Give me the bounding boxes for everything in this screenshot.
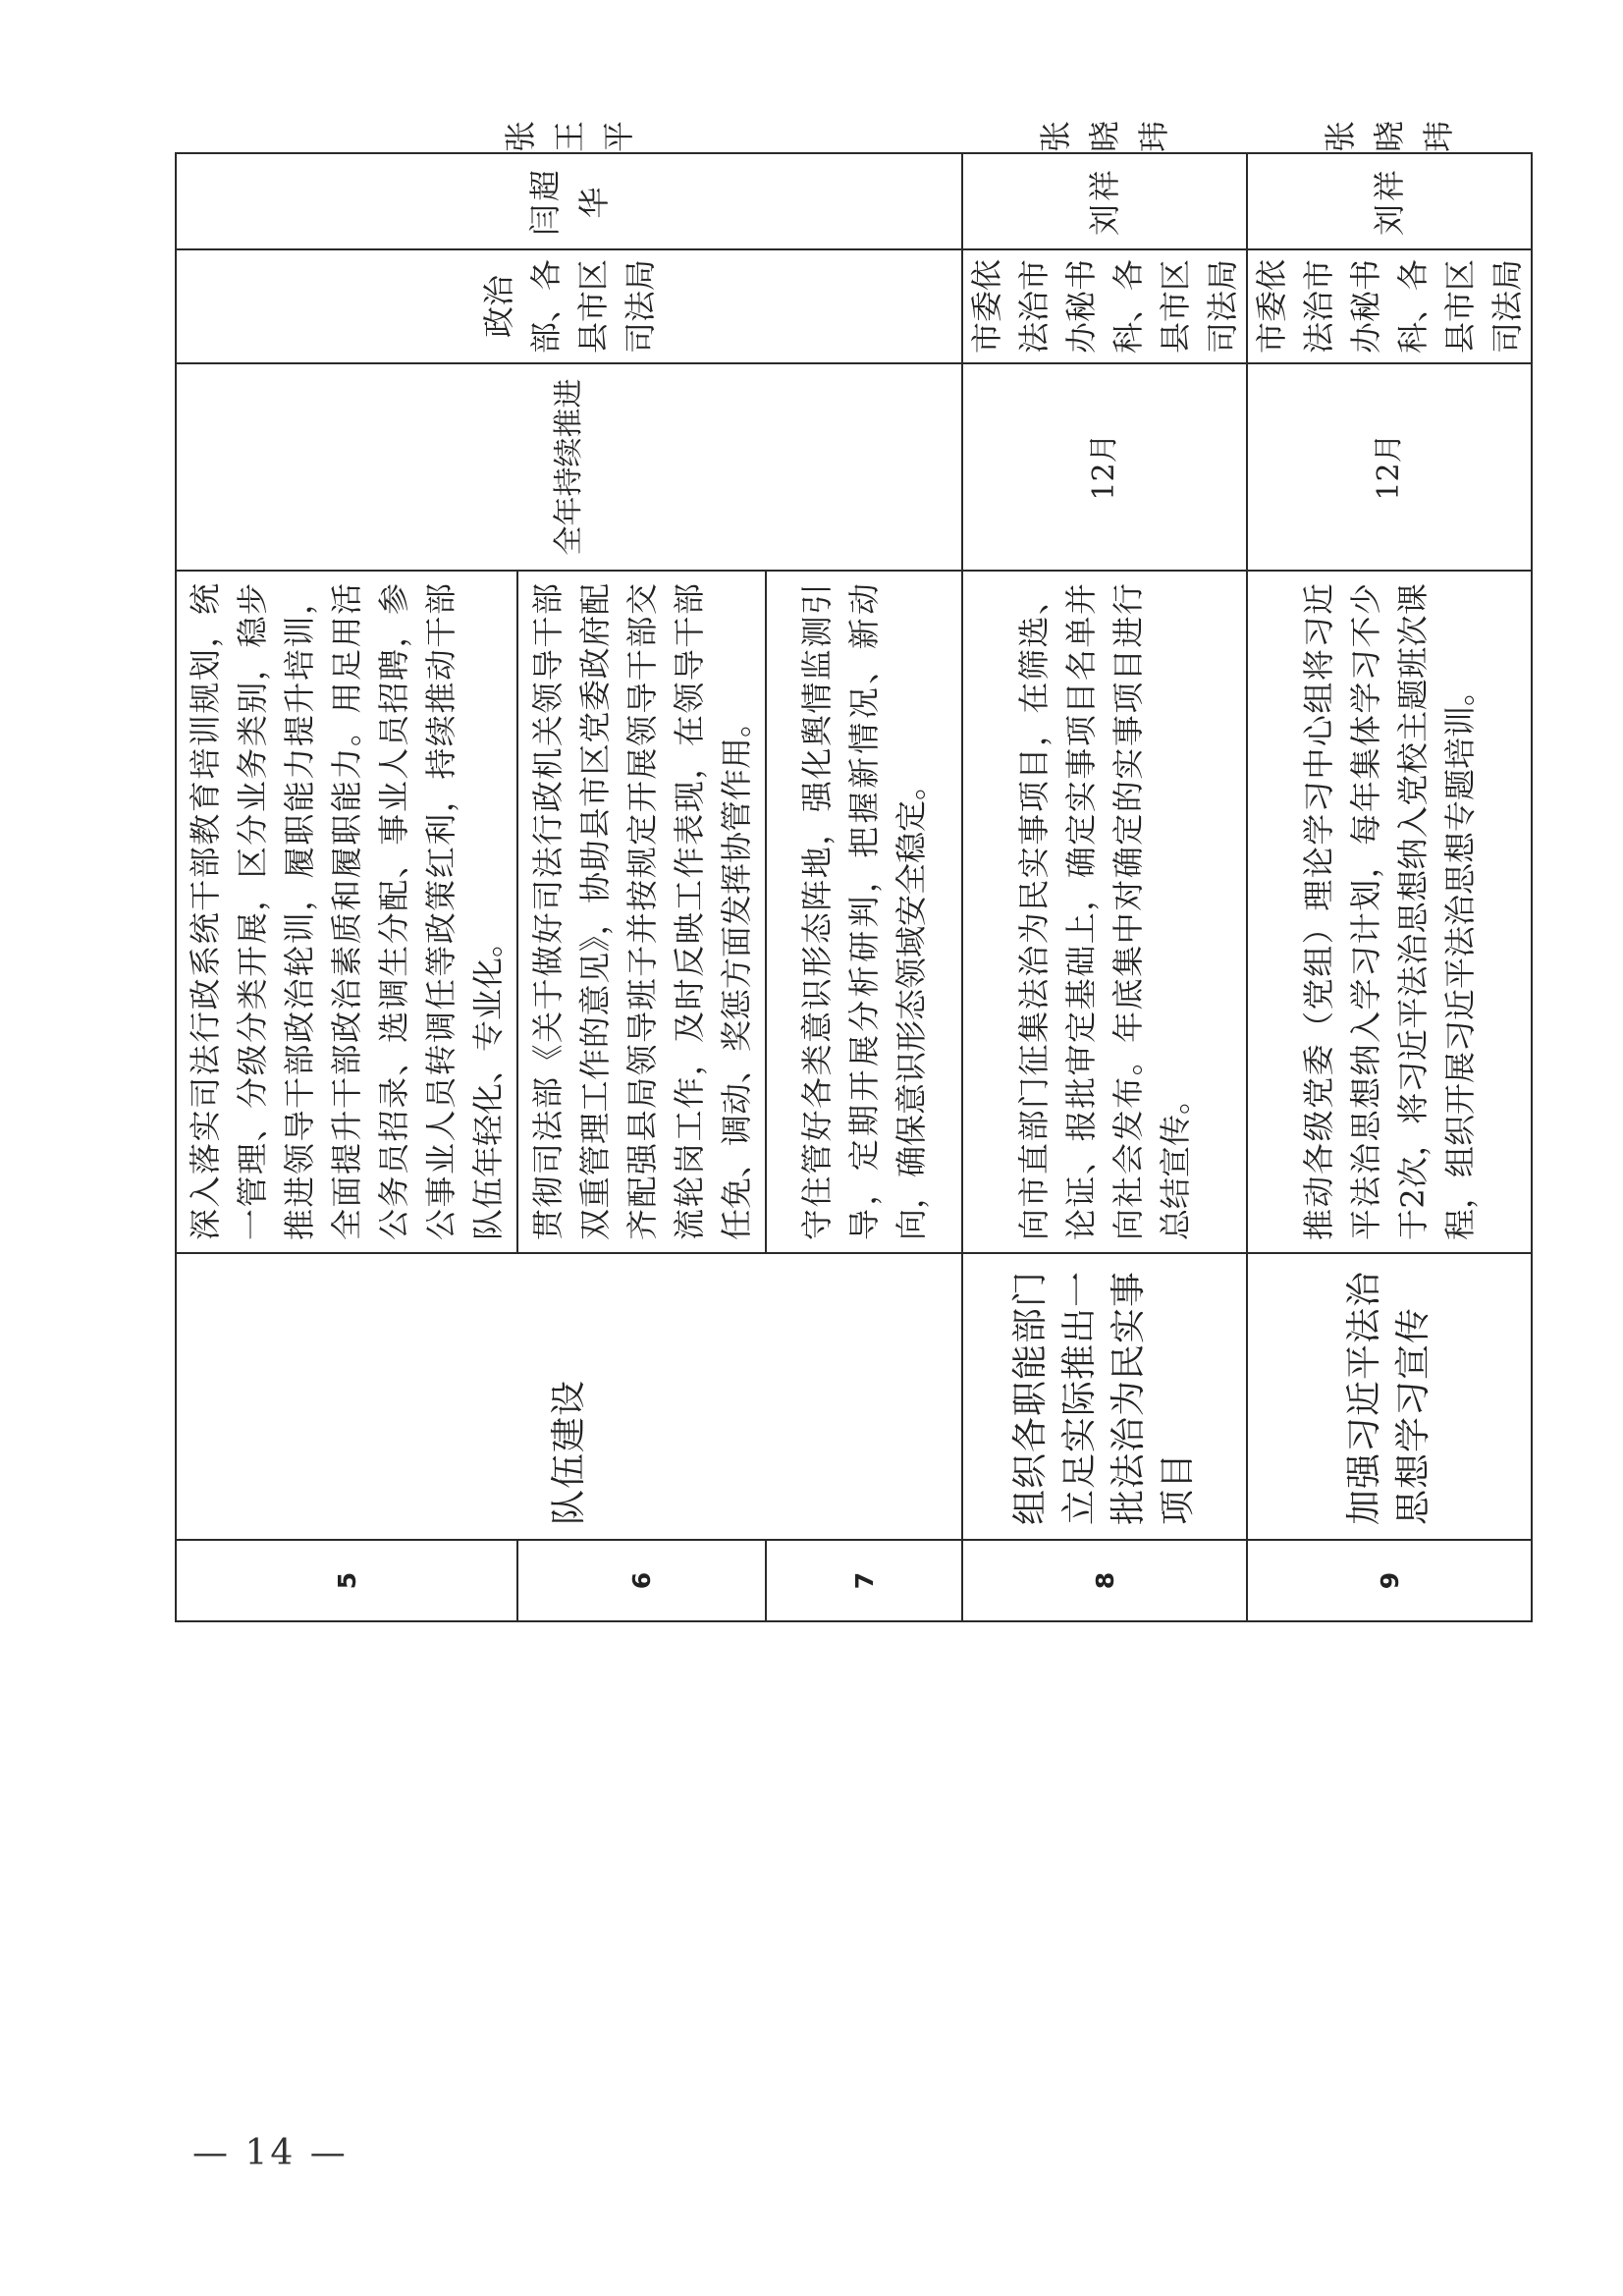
row-number: 9: [1247, 1540, 1532, 1621]
task-category-text: 队伍建设: [548, 1379, 589, 1525]
task-category: 加强习近平法治思想学习宣传: [1247, 1253, 1532, 1540]
task-description: 贯彻司法部《关于做好司法行政机关领导干部双重管理工作的意见》，协助县市区党委政府配齐配强县局领导班子并按规定开展领导干部交流轮岗工作，及时反映工作表现，在领导干部任免、调动、奖惩方面发挥协管作用。: [517, 571, 766, 1253]
task-description: 向市直部门征集法治为民实事项目，在筛选、论证、报批审定基础上，确定实事项目名单并向社会发布。年底集中对确定的实事项目进行总结宣传。: [962, 571, 1247, 1253]
row-number: 8: [962, 1540, 1247, 1621]
responsible-department: 政治部、各县市区司法局: [176, 249, 962, 363]
responsible-department: 市委依法治市办秘书科、各县市区司法局: [962, 249, 1247, 363]
task-description: 深入落实司法行政系统干部教育培训规划，统一管理、分级分类开展，区分业务类别，稳步推进领导干部政治轮训，履职能力提升培训，全面提升干部政治素质和履职能力。用足用活公务员招录、选调生分配、事业人员招聘，参公事业人员转调任等政策红利，持续推动干部队伍年轻化、专业化。: [176, 571, 517, 1253]
task-description: 守住管好各类意识形态阵地，强化舆情监测引导，定期开展分析研判，把握新情况、新动向，确保意识形态领域安全稳定。: [766, 571, 962, 1253]
table-row: 5 队伍建设 深入落实司法行政系统干部教育培训规划，统一管理、分级分类开展，区分业务类别，稳步推进领导干部政治轮训，履职能力提升培训，全面提升干部政治素质和履职能力。用足用活公务员招录、选调生分配、事业人员招聘，参公事业人员转调任等政策红利，持续推动干部队伍年轻化、专业化。 全年持续推进 政治部、各县市区司法局 闫超华 张王平: [176, 153, 517, 1621]
row-number: 6: [517, 1540, 766, 1621]
task-deadline: 12月: [962, 363, 1247, 571]
work-plan-table: [175, 117, 1533, 1622]
row-number: 5: [176, 1540, 517, 1621]
task-category: 组织各职能部门立足实际推出一批法治为民实事项目: [962, 1253, 1247, 1540]
table-row: 9 加强习近平法治思想学习宣传 推动各级党委（党组）理论学习中心组将习近平法治思想纳入学习计划，每年集体学习不少于2次，将习近平法治思想纳入党校主题班次课程，组织开展习近平法治思想专题培训。 12月 市委依法治市办秘书科、各县市区司法局 刘祥 张晓玮: [1247, 153, 1532, 1621]
task-category: [176, 1253, 962, 1540]
task-deadline: 12月: [1247, 363, 1532, 571]
table-row: 8 组织各职能部门立足实际推出一批法治为民实事项目 向市直部门征集法治为民实事项目，在筛选、论证、报批审定基础上，确定实事项目名单并向社会发布。年底集中对确定的实事项目进行总结宣传。 12月 市委依法治市办秘书科、各县市区司法局 刘祥 张晓玮: [962, 153, 1247, 1621]
page-number: — 14 —: [192, 2133, 349, 2173]
task-description: 推动各级党委（党组）理论学习中心组将习近平法治思想纳入学习计划，每年集体学习不少于2次，将习近平法治思想纳入党校主题班次课程，组织开展习近平法治思想专题培训。: [1247, 571, 1532, 1253]
row-number: 7: [766, 1540, 962, 1621]
responsible-department: 市委依法治市办秘书科、各县市区司法局: [1247, 249, 1532, 363]
lead-official: 闫超华: [176, 153, 962, 249]
lead-official: 刘祥: [962, 153, 1247, 249]
lead-official: 刘祥: [1247, 153, 1532, 249]
task-deadline: 全年持续推进: [176, 363, 962, 571]
rotated-table-page: [175, 117, 1526, 1622]
